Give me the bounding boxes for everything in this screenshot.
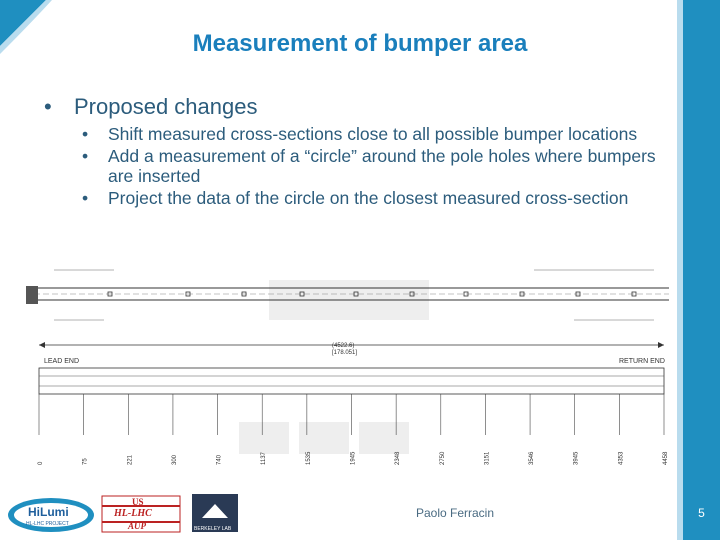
svg-text:BERKELEY LAB: BERKELEY LAB [194, 526, 232, 532]
dimension-label: 3151 [484, 451, 491, 465]
dimension-label: 3945 [573, 451, 580, 465]
svg-text:US: US [132, 497, 144, 507]
sub-bullet-text: Add a measurement of a “circle” around the pole holes where bumpers are inserted [108, 146, 656, 186]
svg-text:HL-LHC PROJECT: HL-LHC PROJECT [26, 521, 69, 527]
footer-author: Paolo Ferracin [415, 506, 495, 520]
bullet-main [44, 94, 664, 120]
bullet-text: Proposed changes [74, 94, 258, 119]
center-dimension-sub: [178.051] [332, 350, 358, 356]
hilumi-logo [8, 498, 94, 532]
lead-end-label: LEAD END [44, 358, 80, 365]
sub-bullet [82, 188, 664, 208]
sub-bullet-glyph: • [82, 124, 89, 144]
sub-bullet-glyph: • [82, 146, 89, 166]
right-accent-bar [683, 0, 720, 540]
engineering-drawing [14, 250, 684, 490]
dimension-label: 221 [127, 454, 134, 465]
svg-text:AUP: AUP [128, 521, 146, 531]
footer-logos [6, 492, 246, 536]
dimension-label: 75 [82, 458, 89, 465]
svg-text:HL-LHC: HL-LHC [114, 508, 152, 519]
center-dimension: (4522.6) [332, 343, 355, 349]
dimension-label: 3546 [529, 451, 536, 465]
dimension-label: 4458 [663, 451, 669, 465]
dimension-label: 300 [171, 454, 178, 465]
sub-bullet-text: Project the data of the circle on the closest measured cross-section [108, 188, 629, 208]
bottom-dimension-lines [39, 394, 664, 435]
dimension-label: 4353 [618, 451, 625, 465]
us-hllhc-aup-logo [102, 496, 180, 532]
sub-bullet [82, 124, 664, 144]
lbnl-watermark [239, 280, 429, 454]
slide-title: Measurement of bumper area [192, 30, 528, 57]
dimension-label: 2750 [439, 451, 446, 465]
svg-text:HiLumi: HiLumi [28, 505, 69, 519]
sub-bullet-list [82, 124, 664, 208]
berkeley-lab-logo [192, 494, 238, 532]
dimension-label: 1945 [350, 451, 357, 465]
dimension-label: 0 [38, 461, 44, 465]
sub-bullet-glyph: • [82, 188, 89, 208]
bullet-list [44, 94, 664, 210]
dimension-label: 740 [216, 454, 223, 465]
bullet-glyph: • [44, 94, 52, 119]
sub-bullet-text: Shift measured cross-sections close to all possible bumper locations [108, 124, 638, 144]
sub-bullet [82, 146, 664, 186]
dimension-label: 2348 [395, 451, 402, 465]
bottom-dimension-labels [38, 451, 669, 465]
dimension-label: 1535 [305, 451, 312, 465]
return-end-label: RETURN END [619, 358, 665, 365]
page-number: 5 [698, 506, 705, 520]
dimension-label: 1137 [261, 452, 268, 465]
